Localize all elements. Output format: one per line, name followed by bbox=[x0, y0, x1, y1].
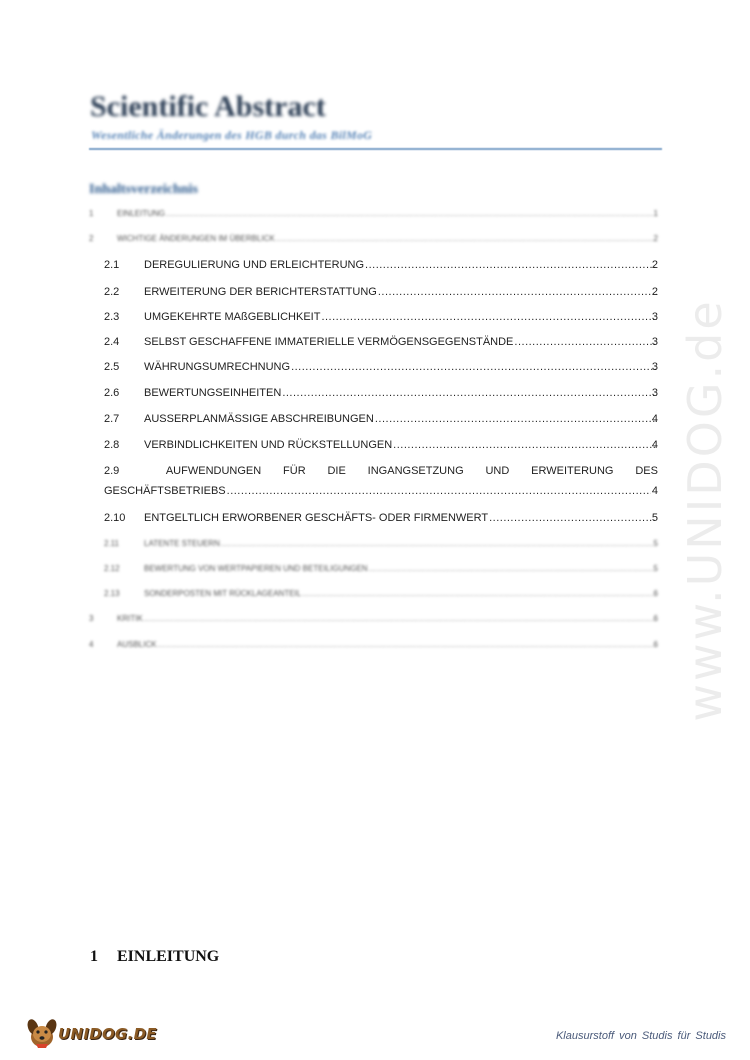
toc-entry-2[interactable] bbox=[0, 228, 750, 250]
toc-label: BEWERTUNG VON WERTPAPIEREN UND BETEILIGUNGEN bbox=[144, 564, 368, 573]
page-title: Scientific Abstract bbox=[90, 90, 326, 123]
toc-label: SONDERPOSTEN MIT RÜCKLAGEANTEIL bbox=[144, 589, 302, 598]
toc-label: AUSBLICK bbox=[117, 640, 157, 649]
section-heading bbox=[90, 948, 219, 966]
toc-entry-4[interactable] bbox=[0, 634, 750, 656]
toc-entry-2-10[interactable] bbox=[0, 507, 750, 529]
toc-number: 2.7 bbox=[104, 413, 120, 425]
toc-label: WÄHRUNGSUMRECHNUNG bbox=[144, 361, 291, 373]
dog-mascot-icon bbox=[24, 1017, 60, 1051]
toc-page: 6 bbox=[653, 614, 658, 623]
toc-number: 1 bbox=[89, 209, 94, 218]
toc-label: ENTGELTLICH ERWORBENER GESCHÄFTS- ODER FIRMENWERT bbox=[144, 512, 489, 524]
toc-label: WICHTIGE ÄNDERUNGEN IM ÜBERBLICK bbox=[117, 234, 275, 243]
toc-entry-2-9[interactable] bbox=[104, 461, 658, 501]
toc-page: 4 bbox=[651, 485, 658, 497]
page-subtitle: Wesentliche Änderungen des HGB durch das BilMoG bbox=[91, 128, 373, 142]
toc-entry-2-3[interactable] bbox=[0, 306, 750, 328]
toc-number: 2.12 bbox=[104, 564, 120, 573]
toc-page: 5 bbox=[653, 564, 658, 573]
toc-entry-2-1[interactable] bbox=[0, 254, 750, 276]
toc-number: 2.10 bbox=[104, 512, 126, 524]
toc-page: 1 bbox=[653, 209, 658, 218]
toc-entry-2-7[interactable] bbox=[0, 408, 750, 430]
toc-page: 3 bbox=[651, 311, 658, 323]
toc-entry-2-2[interactable] bbox=[0, 281, 750, 303]
toc-label-word: ERWEITERUNG bbox=[531, 465, 614, 477]
toc-label: AUSSERPLANMÄSSIGE ABSCHREIBUNGEN bbox=[144, 413, 374, 425]
footer-logo[interactable] bbox=[24, 1017, 157, 1051]
toc-label-word: FÜR bbox=[283, 465, 306, 477]
toc-page: 2 bbox=[651, 286, 658, 298]
toc-page: 2 bbox=[651, 259, 658, 271]
watermark: www.UNIDOG.de bbox=[678, 298, 732, 722]
toc-label: UMGEKEHRTE MAßGEBLICHKEIT bbox=[144, 311, 321, 323]
toc-page: 3 bbox=[651, 361, 658, 373]
toc-number: 2 bbox=[89, 234, 94, 243]
toc-number: 2.11 bbox=[104, 539, 119, 548]
toc-entry-2-6[interactable] bbox=[0, 382, 750, 404]
toc-label: DEREGULIERUNG UND ERLEICHTERUNG bbox=[144, 259, 365, 271]
toc-label-word: DIE bbox=[327, 465, 346, 477]
toc-entry-2-8[interactable] bbox=[0, 434, 750, 456]
toc-entry-2-11[interactable] bbox=[0, 533, 750, 555]
toc-page: 3 bbox=[651, 387, 658, 399]
toc-label: EINLEITUNG bbox=[117, 209, 166, 218]
toc-page: 3 bbox=[651, 336, 658, 348]
toc-number: 3 bbox=[89, 614, 94, 623]
toc-entry-2-12[interactable] bbox=[0, 558, 750, 580]
toc-label-word: INGANGSETZUNG bbox=[367, 465, 464, 477]
toc-number: 2.8 bbox=[104, 439, 120, 451]
toc-heading: Inhaltsverzeichnis bbox=[89, 182, 198, 197]
footer-tagline: Klausurstoff von Studis für Studis bbox=[555, 1030, 726, 1042]
toc-label-word: AUFWENDUNGEN bbox=[165, 465, 262, 477]
footer-brand: UNIDOG.DE bbox=[58, 1025, 157, 1043]
toc-entry-2-5[interactable] bbox=[0, 356, 750, 378]
toc-page: 6 bbox=[653, 640, 658, 649]
toc-entry-2-13[interactable] bbox=[0, 583, 750, 605]
toc-page: 2 bbox=[653, 234, 658, 243]
toc-label-word: DES bbox=[635, 465, 658, 477]
section-number: 1 bbox=[90, 948, 98, 965]
toc-label: SELBST GESCHAFFENE IMMATERIELLE VERMÖGENSGEGENSTÄNDE bbox=[144, 336, 514, 348]
toc-label: LATENTE STEUERN bbox=[144, 539, 220, 548]
toc-number: 2.3 bbox=[104, 311, 120, 323]
toc-page: 4 bbox=[651, 439, 658, 451]
toc-entry-3[interactable] bbox=[0, 608, 750, 630]
section-title: EINLEITUNG bbox=[117, 948, 220, 965]
toc-label: ERWEITERUNG DER BERICHTERSTATTUNG bbox=[144, 286, 377, 298]
toc-label: KRITIK bbox=[117, 614, 143, 623]
toc-number: 2.1 bbox=[104, 259, 120, 271]
toc-label: GESCHÄFTSBETRIEBS bbox=[104, 485, 226, 497]
toc-label-word: UND bbox=[485, 465, 510, 477]
toc-number: 2.9 bbox=[104, 465, 120, 477]
toc-page: 5 bbox=[653, 539, 658, 548]
toc-page: 4 bbox=[651, 413, 658, 425]
title-underline bbox=[89, 148, 662, 150]
toc-label: VERBINDLICHKEITEN UND RÜCKSTELLUNGEN bbox=[144, 439, 393, 451]
toc-number: 2.13 bbox=[104, 589, 120, 598]
toc-number: 2.5 bbox=[104, 361, 120, 373]
toc-number: 2.4 bbox=[104, 336, 120, 348]
toc-page: 6 bbox=[653, 589, 658, 598]
toc-label: BEWERTUNGSEINHEITEN bbox=[144, 387, 282, 399]
toc-number: 2.6 bbox=[104, 387, 120, 399]
toc-entry-1[interactable] bbox=[0, 203, 750, 225]
toc-number: 2.2 bbox=[104, 286, 120, 298]
toc-entry-2-4[interactable] bbox=[0, 331, 750, 353]
toc-number: 4 bbox=[89, 640, 94, 649]
toc-page: 5 bbox=[651, 512, 658, 524]
